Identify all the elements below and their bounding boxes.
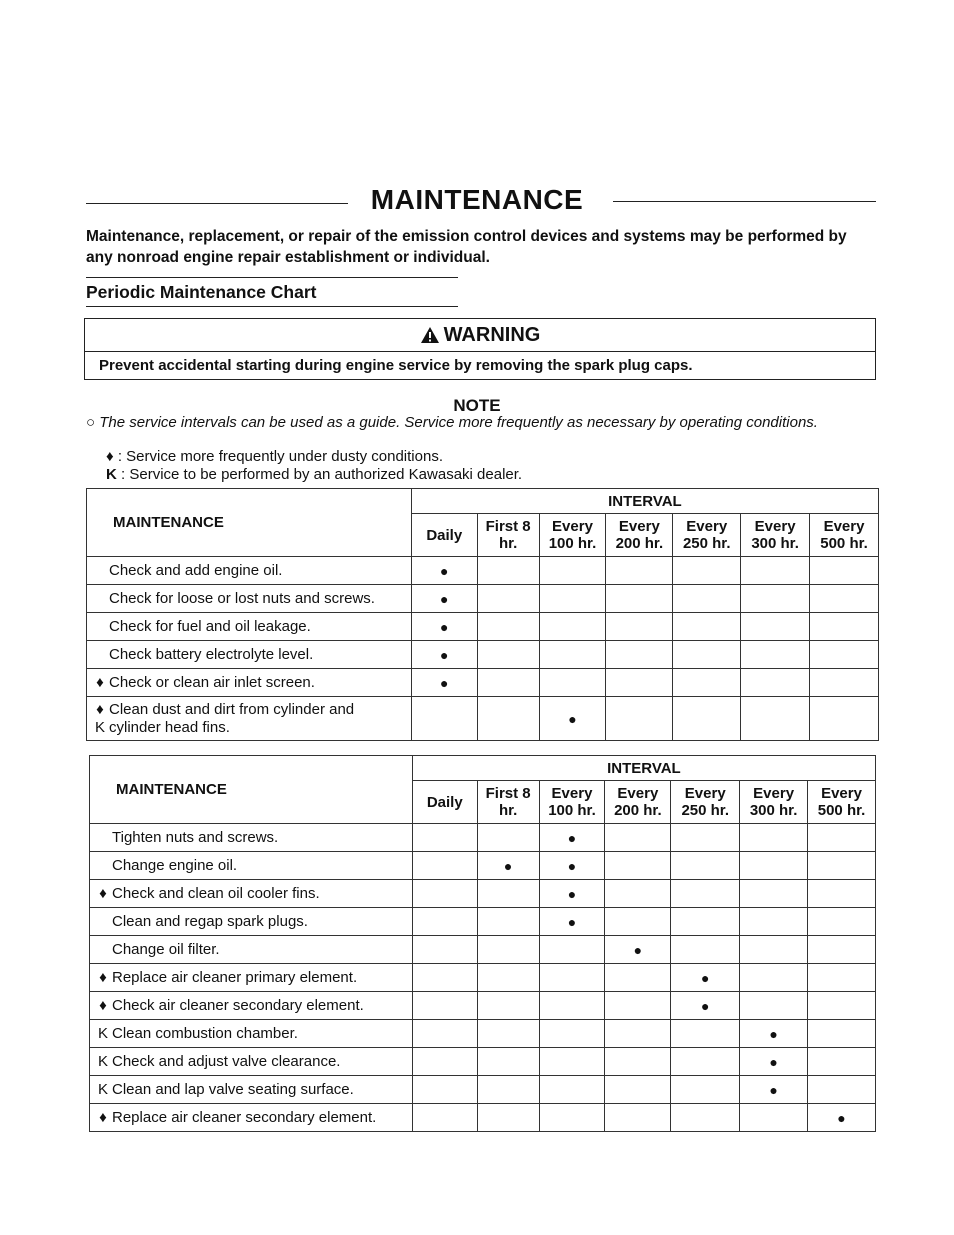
interval-cell <box>605 992 671 1020</box>
maintenance-item-text: Clean combustion chamber. <box>112 1024 298 1042</box>
interval-cell <box>411 697 477 741</box>
maintenance-item-text: Check and add engine oil. <box>109 561 283 579</box>
interval-cell <box>477 613 539 641</box>
interval-cell <box>808 880 876 908</box>
maintenance-item-text: Clean and regap spark plugs. <box>112 912 308 930</box>
interval-cell <box>605 964 671 992</box>
column-header-line2: 300 hr. <box>749 802 798 819</box>
diamond-icon: ♦ <box>106 448 114 465</box>
dot-icon: ● <box>769 1053 778 1070</box>
dealer-mark: K <box>97 1080 108 1098</box>
diamond-icon: ♦ <box>99 884 107 902</box>
column-header-line2: 300 hr. <box>751 535 799 552</box>
dot-icon: ● <box>440 674 449 691</box>
maintenance-item <box>87 697 412 741</box>
interval-cell <box>539 1048 605 1076</box>
interval-cell <box>741 669 810 697</box>
table-row <box>90 936 876 964</box>
interval-cell <box>477 1104 539 1132</box>
interval-cell <box>606 585 673 613</box>
table-row <box>90 852 876 880</box>
interval-cell <box>808 908 876 936</box>
column-header-line1: Every <box>618 518 660 535</box>
interval-cell <box>808 992 876 1020</box>
section-subheading: Periodic Maintenance Chart <box>86 282 317 302</box>
interval-cell <box>740 824 808 852</box>
interval-cell <box>539 1020 605 1048</box>
maintenance-item-text: Check for loose or lost nuts and screws. <box>109 589 375 607</box>
column-header-line1: Daily <box>426 793 463 811</box>
interval-cell <box>810 613 879 641</box>
diamond-icon: ♦ <box>99 996 107 1014</box>
column-header-line1: Every <box>617 785 659 802</box>
interval-cell <box>741 613 810 641</box>
note-heading: NOTE <box>453 396 501 415</box>
column-header-line1: Every <box>754 518 796 535</box>
dealer-mark: K <box>94 718 105 736</box>
note-bullet: ○ <box>86 414 96 431</box>
column-header-line1: Every <box>552 518 593 535</box>
dot-icon: ● <box>567 913 577 930</box>
interval-cell <box>412 1020 477 1048</box>
interval-cell <box>673 641 741 669</box>
interval-cell <box>673 557 741 585</box>
interval-cell <box>477 669 539 697</box>
table-row <box>90 908 876 936</box>
legend-dealer-text: : Service to be performed by an authorized Kawasaki dealer. <box>121 466 523 483</box>
interval-cell <box>412 852 477 880</box>
interval-cell <box>477 964 539 992</box>
maintenance-item-text: Check for fuel and oil leakage. <box>109 617 311 635</box>
column-header-line2: 500 hr. <box>820 535 868 552</box>
interval-cell <box>539 1076 605 1104</box>
interval-cell <box>412 936 477 964</box>
maintenance-item <box>90 1048 413 1076</box>
maintenance-item-text: Clean dust and dirt from cylinder and <box>109 700 355 718</box>
interval-cell <box>671 1104 740 1132</box>
interval-cell <box>605 1048 671 1076</box>
interval-cell <box>605 880 671 908</box>
maintenance-item <box>90 1020 413 1048</box>
interval-cell <box>740 1020 808 1048</box>
interval-cell <box>810 641 879 669</box>
interval-column-header <box>539 514 606 557</box>
interval-cell <box>477 697 539 741</box>
interval-column-header <box>808 781 876 824</box>
interval-cell <box>539 585 606 613</box>
interval-cell <box>539 641 606 669</box>
maintenance-table-1 <box>86 488 879 741</box>
interval-cell <box>605 1076 671 1104</box>
interval-cell <box>671 880 740 908</box>
interval-cell <box>539 936 605 964</box>
interval-cell <box>606 697 673 741</box>
maintenance-item-text: Check and adjust valve clearance. <box>112 1052 341 1070</box>
dot-icon: ● <box>440 562 449 579</box>
interval-cell <box>411 613 477 641</box>
interval-cell <box>412 1104 477 1132</box>
interval-cell <box>477 1048 539 1076</box>
column-header-line2: 250 hr. <box>682 535 731 552</box>
interval-column-header <box>671 781 740 824</box>
column-header-line1: Every <box>753 785 795 802</box>
interval-cell <box>741 697 810 741</box>
interval-cell <box>605 852 671 880</box>
interval-column-header <box>411 514 477 557</box>
table-row <box>90 1076 876 1104</box>
interval-cell <box>671 824 740 852</box>
interval-cell <box>808 1104 876 1132</box>
interval-cell <box>605 936 671 964</box>
interval-cell <box>539 669 606 697</box>
interval-cell <box>411 585 477 613</box>
interval-cell <box>539 908 605 936</box>
interval-cell <box>740 1104 808 1132</box>
interval-cell <box>740 964 808 992</box>
interval-cell <box>671 852 740 880</box>
interval-cell <box>539 964 605 992</box>
maintenance-item <box>90 852 413 880</box>
maintenance-item-text: Check or clean air inlet screen. <box>109 673 315 691</box>
interval-cell <box>740 908 808 936</box>
interval-cell <box>741 641 810 669</box>
column-header-line1: Daily <box>426 526 463 544</box>
interval-cell <box>477 992 539 1020</box>
interval-cell <box>808 852 876 880</box>
interval-cell <box>605 908 671 936</box>
note-text <box>86 414 818 431</box>
diamond-icon: ♦ <box>96 673 104 691</box>
interval-cell <box>808 1020 876 1048</box>
maintenance-item <box>90 936 413 964</box>
interval-cell <box>671 1048 740 1076</box>
column-header-line2: 100 hr. <box>548 802 596 819</box>
maintenance-item-text: Change oil filter. <box>112 940 220 958</box>
interval-cell <box>740 1076 808 1104</box>
interval-cell <box>539 992 605 1020</box>
interval-header: INTERVAL <box>412 756 875 781</box>
maintenance-item <box>90 992 413 1020</box>
interval-cell <box>412 964 477 992</box>
warning-heading: WARNING <box>443 324 541 346</box>
interval-column-header <box>477 781 539 824</box>
interval-cell <box>477 1076 539 1104</box>
interval-cell <box>477 936 539 964</box>
column-header-line1: Every <box>686 518 728 535</box>
interval-cell <box>606 669 673 697</box>
dot-icon: ● <box>701 969 710 986</box>
interval-cell <box>412 824 477 852</box>
table-row <box>90 880 876 908</box>
dot-icon: ● <box>503 857 513 874</box>
column-header-line2: 500 hr. <box>817 802 866 819</box>
interval-cell <box>740 992 808 1020</box>
page-title: MAINTENANCE <box>370 184 584 215</box>
interval-column-header <box>605 781 671 824</box>
maintenance-item-text-line2: cylinder head fins. <box>109 718 230 736</box>
interval-cell <box>477 557 539 585</box>
maintenance-item <box>90 1104 413 1132</box>
interval-cell <box>740 852 808 880</box>
diamond-icon: ♦ <box>99 1108 107 1126</box>
maintenance-item-text: Check air cleaner secondary element. <box>112 996 364 1014</box>
table-row <box>90 1104 876 1132</box>
interval-cell <box>412 880 477 908</box>
table-row <box>87 697 879 741</box>
interval-cell <box>605 1020 671 1048</box>
column-header-line2: 200 hr. <box>615 535 664 552</box>
dot-icon: ● <box>701 997 710 1014</box>
interval-cell <box>740 880 808 908</box>
table-row <box>90 992 876 1020</box>
maintenance-item <box>87 669 412 697</box>
maintenance-item-text: Clean and lap valve seating surface. <box>112 1080 354 1098</box>
maintenance-item-text: Replace air cleaner secondary element. <box>112 1108 377 1126</box>
table-row <box>90 964 876 992</box>
interval-cell <box>539 697 606 741</box>
interval-column-header <box>606 514 673 557</box>
maintenance-item <box>87 557 412 585</box>
interval-cell <box>606 641 673 669</box>
dot-icon: ● <box>567 829 577 846</box>
interval-cell <box>539 613 606 641</box>
maintenance-item <box>90 1076 413 1104</box>
interval-cell <box>606 613 673 641</box>
interval-column-header <box>673 514 741 557</box>
subheading-rule-top <box>86 277 458 278</box>
interval-cell <box>741 585 810 613</box>
maintenance-item-text: Check and clean oil cooler fins. <box>112 884 320 902</box>
dot-icon: ● <box>633 941 643 958</box>
dealer-mark: K <box>97 1052 108 1070</box>
title-rule-right <box>613 201 876 202</box>
interval-cell <box>477 880 539 908</box>
interval-cell <box>539 1104 605 1132</box>
interval-cell <box>810 697 879 741</box>
interval-cell <box>673 585 741 613</box>
maintenance-item-text: Tighten nuts and screws. <box>112 828 279 846</box>
column-header-line2: 250 hr. <box>681 802 729 819</box>
interval-cell <box>671 1076 740 1104</box>
intro-paragraph: Maintenance, replacement, or repair of the emission control devices and systems may be performed by any nonroad engine repair establishment or individual. <box>86 228 847 266</box>
interval-cell <box>412 1076 477 1104</box>
interval-cell <box>741 557 810 585</box>
interval-cell <box>740 936 808 964</box>
interval-cell <box>673 697 741 741</box>
interval-cell <box>808 1048 876 1076</box>
maintenance-item <box>90 824 413 852</box>
legend-dusty <box>106 448 443 465</box>
interval-column-header <box>810 514 879 557</box>
diamond-icon: ♦ <box>96 700 104 718</box>
interval-cell <box>539 824 605 852</box>
maintenance-header: MAINTENANCE <box>87 489 412 557</box>
column-header-line1: Every <box>551 785 593 802</box>
table-row <box>87 585 879 613</box>
dot-icon: ● <box>769 1081 778 1098</box>
column-header-line1: First 8 <box>485 785 531 802</box>
warning-box <box>84 318 876 380</box>
dot-icon: ● <box>440 646 449 663</box>
column-header-line2: 200 hr. <box>614 802 662 819</box>
column-header-line1: Every <box>823 518 865 535</box>
interval-cell <box>808 824 876 852</box>
interval-cell <box>810 669 879 697</box>
interval-cell <box>606 557 673 585</box>
column-header-line2: 100 hr. <box>548 535 597 552</box>
interval-cell <box>810 585 879 613</box>
column-header-line2: hr. <box>498 802 518 819</box>
warning-triangle-icon <box>420 326 440 344</box>
legend-dealer <box>106 466 522 483</box>
maintenance-item <box>90 880 413 908</box>
interval-column-header <box>412 781 477 824</box>
dot-icon: ● <box>769 1025 778 1042</box>
interval-cell <box>477 908 539 936</box>
interval-cell <box>477 585 539 613</box>
interval-cell <box>605 824 671 852</box>
legend-k-symbol: K <box>106 466 117 483</box>
table-row <box>90 1048 876 1076</box>
interval-cell <box>808 1076 876 1104</box>
interval-cell <box>412 908 477 936</box>
maintenance-item <box>90 908 413 936</box>
interval-cell <box>673 669 741 697</box>
interval-cell <box>671 936 740 964</box>
interval-cell <box>671 908 740 936</box>
diamond-icon: ♦ <box>99 968 107 986</box>
dot-icon: ● <box>567 857 577 874</box>
maintenance-item <box>87 585 412 613</box>
column-header-line1: Every <box>821 785 862 802</box>
maintenance-header: MAINTENANCE <box>90 756 413 824</box>
dot-icon: ● <box>440 590 449 607</box>
interval-cell <box>671 1020 740 1048</box>
interval-cell <box>539 852 605 880</box>
table-row <box>87 641 879 669</box>
table-row <box>90 824 876 852</box>
maintenance-item <box>87 613 412 641</box>
interval-cell <box>477 852 539 880</box>
interval-cell <box>810 557 879 585</box>
interval-cell <box>808 964 876 992</box>
warning-header <box>85 319 875 352</box>
interval-cell <box>539 880 605 908</box>
legend-dusty-text: : Service more frequently under dusty conditions. <box>117 448 443 465</box>
column-header-line1: Every <box>684 785 726 802</box>
maintenance-item-text: Check battery electrolyte level. <box>109 645 314 663</box>
maintenance-item <box>90 964 413 992</box>
interval-cell <box>411 557 477 585</box>
interval-cell <box>808 936 876 964</box>
interval-cell <box>411 669 477 697</box>
table-row <box>87 557 879 585</box>
maintenance-table-2 <box>89 755 876 1132</box>
interval-header: INTERVAL <box>411 489 878 514</box>
interval-column-header <box>740 781 808 824</box>
maintenance-item-text: Replace air cleaner primary element. <box>112 968 358 986</box>
interval-cell <box>412 1048 477 1076</box>
interval-cell <box>477 824 539 852</box>
maintenance-item <box>87 641 412 669</box>
dot-icon: ● <box>837 1109 846 1126</box>
dealer-mark: K <box>97 1024 108 1042</box>
column-header-line2: hr. <box>498 535 518 552</box>
table-row <box>90 1020 876 1048</box>
dot-icon: ● <box>440 618 449 635</box>
interval-cell <box>671 992 740 1020</box>
table-row <box>87 669 879 697</box>
interval-cell <box>411 641 477 669</box>
table-row <box>87 613 879 641</box>
interval-cell <box>539 557 606 585</box>
warning-text: Prevent accidental starting during engine service by removing the spark plug caps. <box>99 357 693 374</box>
interval-cell <box>605 1104 671 1132</box>
dot-icon: ● <box>568 710 577 727</box>
interval-column-header <box>477 514 539 557</box>
subheading-rule-bottom <box>86 306 458 307</box>
interval-cell <box>477 1020 539 1048</box>
interval-cell <box>740 1048 808 1076</box>
dot-icon: ● <box>567 885 577 902</box>
interval-cell <box>477 641 539 669</box>
interval-column-header <box>741 514 810 557</box>
maintenance-item-text: Change engine oil. <box>112 856 238 874</box>
interval-cell <box>673 613 741 641</box>
column-header-line1: First 8 <box>485 518 531 535</box>
interval-cell <box>412 992 477 1020</box>
interval-cell <box>671 964 740 992</box>
interval-column-header <box>539 781 605 824</box>
note-text-body: The service intervals can be used as a guide. Service more frequently as necessary by operating conditions. <box>99 414 818 431</box>
